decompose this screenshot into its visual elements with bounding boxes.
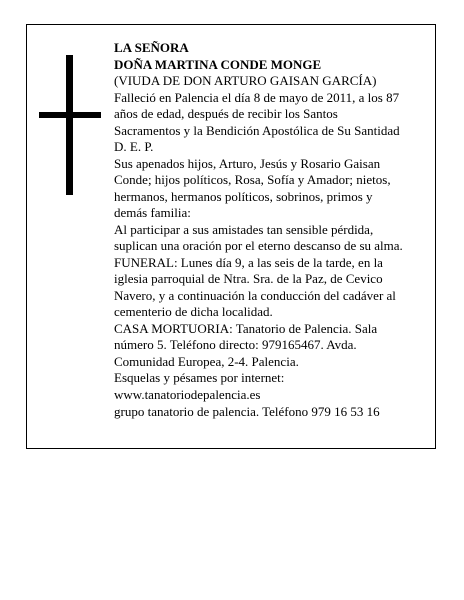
funeral-line-3: Navero, y a continuación la conducción del cadáver al <box>114 287 396 303</box>
death-line-2: años de edad, después de recibir los Santos <box>114 106 338 121</box>
deceased-name: DOÑA MARTINA CONDE MONGE <box>114 56 322 72</box>
notice-title: LA SEÑORA <box>114 40 189 55</box>
request-line-1: Al participar a sus amistades tan sensible pérdida, <box>114 221 374 237</box>
family-line-2: Conde; hijos políticos, Rosa, Sofía y Amador; nietos, <box>114 172 391 187</box>
contact-line: grupo tanatorio de palencia. Teléfono 979 16 53 16 <box>114 404 380 419</box>
cross-horizontal-bar <box>39 112 101 118</box>
family-line-4: demás familia: <box>114 205 191 220</box>
notice-text <box>114 40 432 421</box>
family-line-1: Sus apenados hijos, Arturo, Jesús y Rosario Gaisan <box>114 155 381 171</box>
latin-cross-icon <box>39 55 101 195</box>
obituary-notice <box>26 24 436 449</box>
death-line-4: D. E. P. <box>114 139 154 154</box>
cross-vertical-bar <box>66 55 73 195</box>
home-line-1: CASA MORTUORIA: Tanatorio de Palencia. Sala <box>114 320 378 336</box>
death-line-1: Falleció en Palencia el día 8 de mayo de 2011, a los 87 <box>114 89 400 105</box>
widow-of-line: (VIUDA DE DON ARTURO GAISAN GARCÍA) <box>114 73 377 88</box>
home-line-3: Comunidad Europea, 2-4. Palencia. <box>114 353 299 369</box>
funeral-line-2: iglesia parroquial de Ntra. Sra. de la Paz, de Cevico <box>114 271 383 286</box>
internet-line-1: Esquelas y pésames por internet: <box>114 370 285 385</box>
request-line-2: suplican una oración por el eterno descanso de su alma. <box>114 238 403 253</box>
funeral-line-1: FUNERAL: Lunes día 9, a las seis de la tarde, en la <box>114 254 383 270</box>
website-link[interactable]: www.tanatoriodepalencia.es <box>114 386 261 402</box>
family-line-3: hermanos, hermanos políticos, sobrinos, primos y <box>114 188 373 204</box>
death-line-3: Sacramentos y la Bendición Apostólica de Su Santidad <box>114 122 400 138</box>
funeral-line-4: cementerio de dicha localidad. <box>114 304 273 319</box>
home-line-2: número 5. Teléfono directo: 979165467. Avda. <box>114 337 357 352</box>
